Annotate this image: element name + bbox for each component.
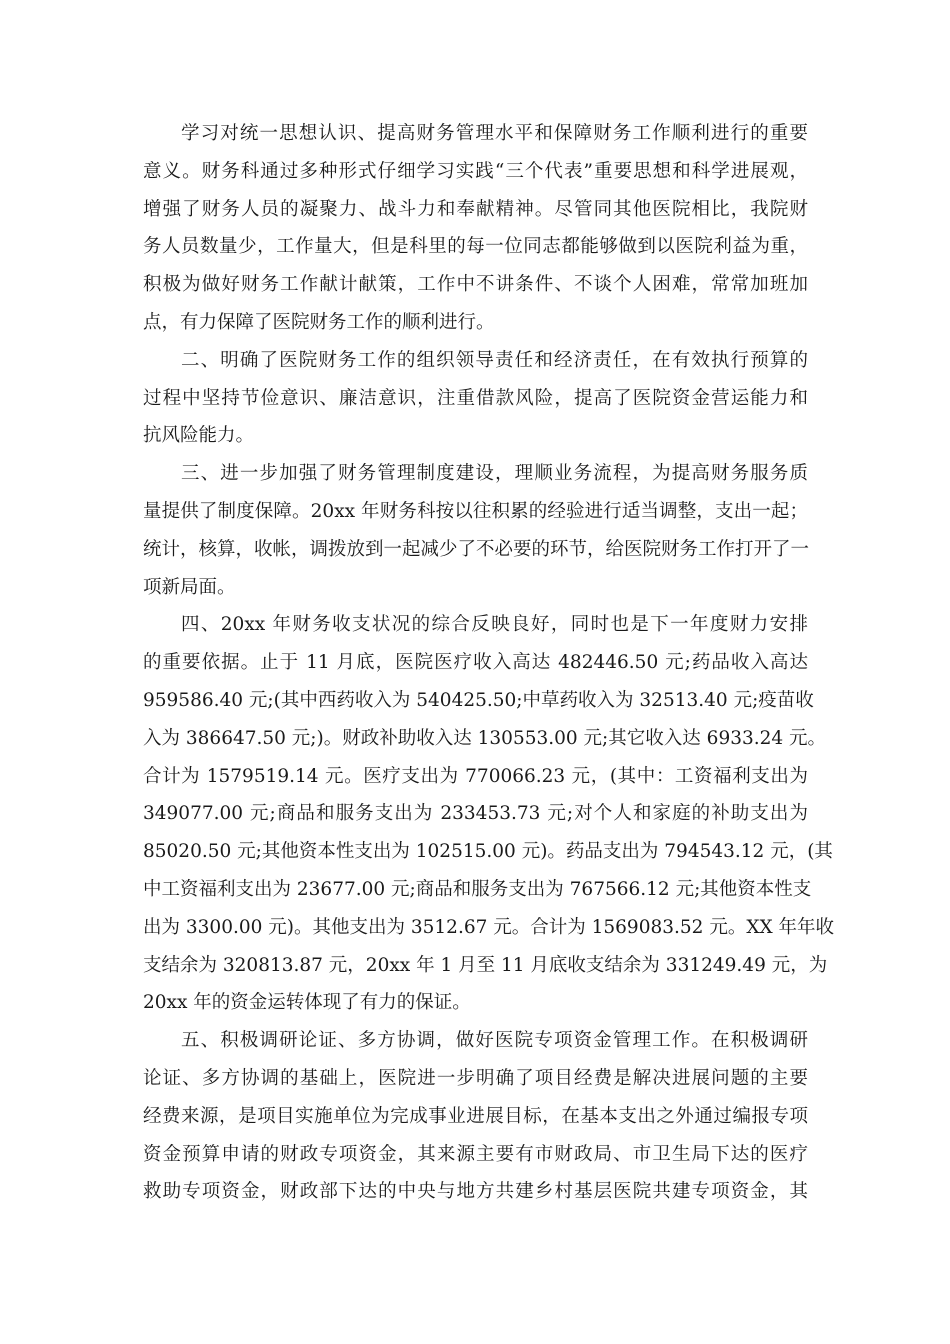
paragraph-first-line: 二、明确了医院财务工作的组织领导责任和经济责任，在有效执行预算的 (181, 349, 808, 371)
paragraph-line: 增强了财务人员的凝聚力、战斗力和奉献精神。尽管同其他医院相比，我院财 (143, 198, 808, 220)
paragraph-line: 合计为 1579519.14 元。医疗支出为 770066.23 元，(其中：工资福利支出为 (143, 765, 808, 787)
paragraph-line: 积极为做好财务工作献计献策，工作中不讲条件、不谈个人困难，常常加班加 (143, 274, 808, 296)
paragraph-line: 抗风险能力。 (143, 425, 255, 447)
paragraph-first-line: 学习对统一思想认识、提高财务管理水平和保障财务工作顺利进行的重要 (181, 123, 808, 144)
paragraph-line: 统计，核算，收帐，调拨放到一起减少了不必要的环节，给医院财务工作打开了一 (143, 538, 810, 560)
paragraph-line: 量提供了制度保障。20xx 年财务科按以往积累的经验进行适当调整，支出一起； (143, 500, 808, 522)
document-body (143, 115, 835, 1211)
paragraph-line: 349077.00 元;商品和服务支出为 233453.73 元;对个人和家庭的补助支出为 (143, 803, 808, 825)
paragraph-line: 中工资福利支出为 23677.00 元;商品和服务支出为 767566.12 元;其他资本性支 (143, 878, 812, 900)
paragraph-first-line: 三、进一步加强了财务管理制度建设，理顺业务流程，为提高财务服务质 (181, 463, 808, 485)
paragraph-line: 过程中坚持节俭意识、廉洁意识，注重借款风险，提高了医院资金营运能力和 (143, 387, 808, 409)
paragraph-line: 959586.40 元;(其中西药收入为 540425.50;中草药收入为 32513.40 元;疫苗收 (143, 689, 814, 711)
paragraph-line: 出为 3300.00 元)。其他支出为 3512.67 元。合计为 1569083.52 元。XX 年年收 (143, 916, 835, 938)
paragraph-line: 资金预算申请的财政专项资金，其来源主要有市财政局、市卫生局下达的医疗 (143, 1143, 808, 1165)
paragraph-line: 项新局面。 (143, 576, 236, 598)
paragraph-line: 支结余为 320813.87 元，20xx 年 1 月至 11 月底收支结余为 331249.49 元，为 (143, 954, 828, 976)
paragraph-line: 入为 386647.50 元;)。财政补助收入达 130553.00 元;其它收入达 6933.24 元。 (143, 727, 827, 749)
paragraph-line: 20xx 年的资金运转体现了有力的保证。 (143, 992, 471, 1014)
paragraph-first-line: 四、20xx 年财务收支状况的综合反映良好，同时也是下一年度财力安排 (181, 614, 808, 636)
paragraph-line: 的重要依据。止于 11 月底，医院医疗收入高达 482446.50 元;药品收入高达 (143, 652, 808, 674)
paragraph-line: 意义。财务科通过多种形式仔细学习实践“三个代表”重要思想和科学进展观， (143, 160, 808, 182)
paragraph-line: 务人员数量少，工作量大，但是科里的每一位同志都能够做到以医院利益为重， (143, 236, 808, 258)
paragraph-line: 85020.50 元;其他资本性支出为 102515.00 元)。药品支出为 794543.12 元，(其 (143, 841, 833, 863)
paragraph-first-line: 五、积极调研论证、多方协调，做好医院专项资金管理工作。在积极调研 (181, 1030, 808, 1052)
paragraph-line: 救助专项资金，财政部下达的中央与地方共建乡村基层医院共建专项资金，其 (143, 1181, 808, 1203)
paragraph-line: 点，有力保障了医院财务工作的顺利进行。 (143, 311, 495, 333)
paragraph-line: 论证、多方协调的基础上，医院进一步明确了项目经费是解决进展问题的主要 (143, 1067, 808, 1089)
paragraph-line: 经费来源，是项目实施单位为完成事业进展目标，在基本支出之外通过编报专项 (143, 1105, 808, 1127)
